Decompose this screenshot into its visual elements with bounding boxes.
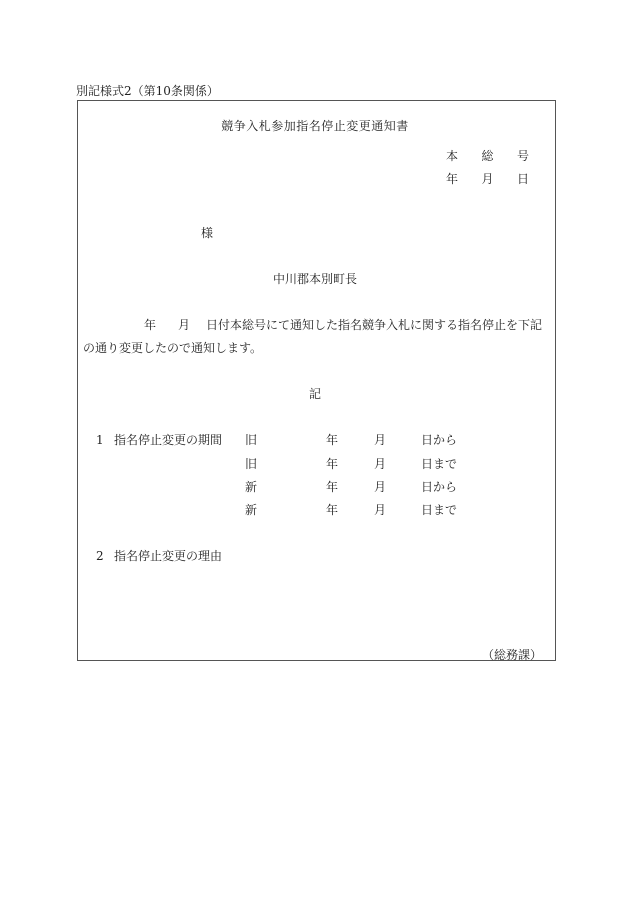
ki-heading: 記 [308,387,321,401]
doc-date-day: 日 [516,172,529,186]
doc-number-prefix: 本 [446,149,459,163]
period-row-month: 月 [374,503,387,517]
body-text-line-2: の通り変更したので通知します。 [83,341,263,355]
period-row-day: 日まで [421,457,458,471]
body-year: 年 [144,318,157,332]
period-row-kind: 旧 [245,457,258,471]
period-row-kind: 新 [245,480,258,494]
item-1-label: 指名停止変更の期間 [114,433,223,447]
form-label: 別記様式2（第10条関係） [76,84,219,98]
item-1-number: 1 [96,433,104,447]
period-row-day: 日まで [421,503,458,517]
period-row-month: 月 [374,457,387,471]
body-text-line-1 [144,318,542,332]
document-number [446,149,529,163]
body-line1-rest: 日付本総号にて通知した指名競争入札に関する指名停止を下記 [206,318,543,332]
doc-date-month: 月 [481,172,494,186]
department-label: （総務課） [482,648,543,662]
doc-number-category: 総 [481,149,494,163]
item-2-label: 指名停止変更の理由 [114,549,223,563]
item-2-number: 2 [96,549,104,563]
doc-number-suffix: 号 [516,149,529,163]
body-month: 月 [178,318,191,332]
period-row-year: 年 [326,503,339,517]
period-row-day: 日から [421,433,458,447]
issuer-name: 中川郡本別町長 [272,272,357,286]
period-row-day: 日から [421,480,458,494]
period-row-kind: 新 [245,503,258,517]
period-row-year: 年 [326,457,339,471]
period-row-month: 月 [374,433,387,447]
period-row-year: 年 [326,433,339,447]
document-title: 競争入札参加指名停止変更通知書 [221,119,409,133]
document-date [446,172,529,186]
doc-date-year: 年 [446,172,459,186]
addressee-suffix: 様 [201,226,214,240]
period-row-year: 年 [326,480,339,494]
period-row-month: 月 [374,480,387,494]
period-row-kind: 旧 [245,433,258,447]
